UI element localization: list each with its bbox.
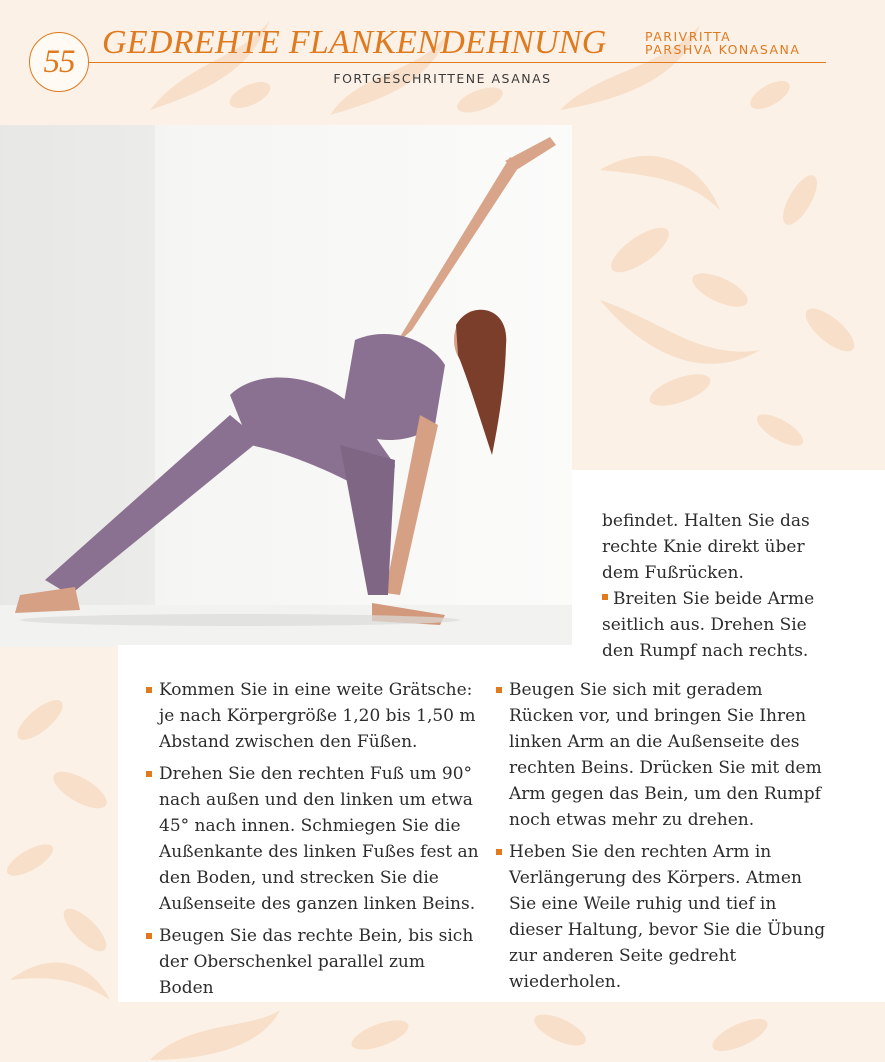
title-rule xyxy=(88,62,826,63)
step-text: Drehen Sie den rechten Fuß um 90° nach außen und den linken um etwa 45° nach innen. Schmiegen Sie die Außenkante des linken Fußes fest an den Boden, und strecken Sie die Außenseite des ganzen linken Beins. xyxy=(159,764,479,914)
step-text: Breiten Sie beide Arme seitlich aus. Drehen Sie den Rumpf nach rechts. xyxy=(602,589,815,661)
step-text: Heben Sie den rechten Arm in Verlängerung des Körpers. Atmen Sie eine Weile ruhig und tief in dieser Haltung, bevor Sie die Übung zur anderen Seite gedreht wiederholen. xyxy=(509,842,826,992)
sanskrit-line-2: PARSHVA KONASANA xyxy=(645,42,801,57)
page-title: GEDREHTE FLANKENDEHNUNG xyxy=(102,24,607,61)
sanskrit-name xyxy=(645,30,800,56)
instructions-column-left xyxy=(144,677,479,1007)
bullet-icon xyxy=(146,687,152,693)
sanskrit-line-1: PARIVRITTA xyxy=(645,29,732,44)
step-4 xyxy=(494,677,829,833)
instructions-column-right xyxy=(602,508,837,664)
step-3 xyxy=(144,923,479,1001)
step-2 xyxy=(144,761,479,917)
step-arms-out xyxy=(602,586,837,664)
instructions-column-middle xyxy=(494,677,829,1001)
continuation-text: befindet. Halten Sie das rechte Knie direkt über dem Fußrücken. xyxy=(602,511,810,583)
pose-photo xyxy=(0,125,572,647)
bullet-icon xyxy=(146,933,152,939)
bullet-icon xyxy=(602,594,608,600)
page-number-badge: 55 xyxy=(29,32,89,92)
section-subtitle: FORTGESCHRITTENE ASANAS xyxy=(333,71,552,86)
step-text: Beugen Sie sich mit geradem Rücken vor, und bringen Sie Ihren linken Arm an die Außenseite des rechten Beins. Drücken Sie mit dem Arm gegen das Bein, um den Rumpf noch etwas mehr zu drehen. xyxy=(509,680,822,830)
step-text: Beugen Sie das rechte Bein, bis sich der Oberschenkel parallel zum Boden xyxy=(159,926,474,998)
step-1 xyxy=(144,677,479,755)
step-5 xyxy=(494,839,829,995)
bullet-icon xyxy=(146,771,152,777)
bullet-icon xyxy=(496,849,502,855)
bullet-icon xyxy=(496,687,502,693)
step-text: Kommen Sie in eine weite Grätsche: je nach Körpergröße 1,20 bis 1,50 m Abstand zwischen den Füßen. xyxy=(159,680,476,752)
yoga-pose-figure xyxy=(0,125,572,647)
